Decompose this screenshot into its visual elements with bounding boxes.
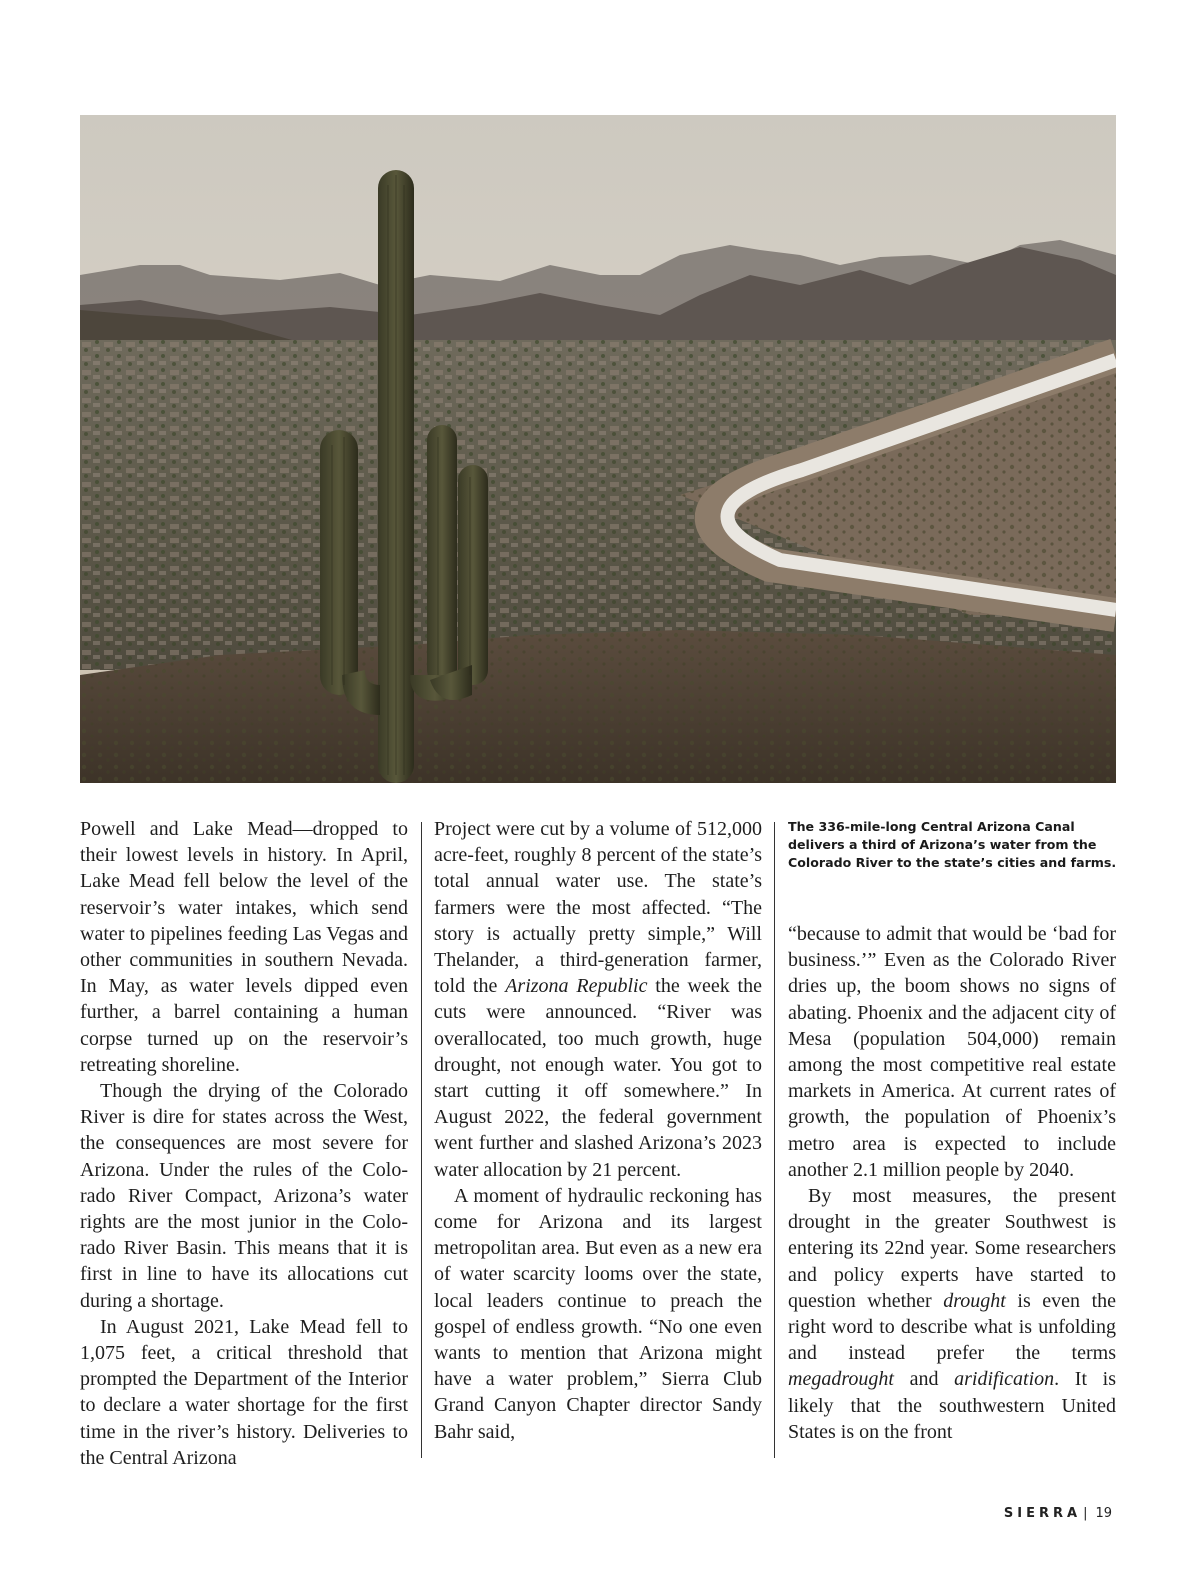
article-column-2: [434, 816, 762, 1445]
column-rule: [421, 822, 422, 1458]
text-run: the week the cuts were announced. “River was overallocated, too much growth, huge drought, not enough water. You got to start cutting it off somewhere.” In August 2022, the federal government went further and slashed Arizona’s 2023 water allocation by 21 percent.: [434, 975, 762, 1181]
folio-separator: |: [1083, 1506, 1088, 1521]
page-folio: [1004, 1506, 1112, 1521]
saguaro-canal-photo: [80, 115, 1116, 783]
emphasis-term: drought: [943, 1289, 1006, 1312]
text-run: Project were cut by a volume of 512,000 acre-feet, roughly 8 percent of the state’s total annual water use. The state’s farmers were the most affected. “The story is actually pretty simple,” Will Thelander, a third-generation farmer, told the: [434, 818, 762, 998]
article-paragraph: Powell and Lake Mead—dropped to their lowest levels in history. In April, Lake Mead fell below the level of the reservoir’s water intakes, which send water to pipelines feeding Las Vegas and other communities in southern Nevada. In May, as water levels dipped even further, a barrel containing a human corpse turned up on the reservoir’s retreating shoreline.: [80, 818, 408, 1076]
column-rule: [774, 822, 775, 1458]
article-column-1: [80, 816, 408, 1471]
magazine-name: SIERRA: [1003, 1506, 1082, 1521]
photo-caption: The 336-mile-long Central Arizona Canal delivers a third of Arizona’s water from the Colorado River to the state’s cities and farms.: [788, 819, 1117, 870]
feature-photo: [80, 115, 1116, 783]
text-run: and: [893, 1368, 955, 1391]
text-run: . It is likely that the southwestern United States is on the front: [788, 1368, 1116, 1443]
emphasis-term: aridification: [954, 1368, 1055, 1391]
article-paragraph: A moment of hydraulic reckoning has come for Arizona and its largest metropolitan area. But even as a new era of water scarcity looms over the state, local leaders continue to preach the gospel of endless growth. “No one even wants to mention that Arizona might have a water problem,” Sierra Club Grand Canyon Chapter director Sandy Bahr said,: [434, 1184, 762, 1443]
page-number: 19: [1095, 1506, 1112, 1521]
article-paragraph: “because to admit that would be ‘bad for business.’” Even as the Colorado River dries up, the boom shows no signs of abating. Phoenix and the adjacent city of Mesa (population 504,000) remain among the most competitive real estate markets in America. At current rates of growth, the population of Phoenix’s metro area is expected to include another 2.1 million people by 2040.: [788, 923, 1116, 1181]
article-paragraph: [434, 816, 762, 1183]
article-paragraph: Though the drying of the Colorado River is dire for states across the West, the consequences are most severe for Arizona. Under the rules of the Colorado River Compact, Arizona’s water rights are the most junior in the Colorado River Basin. This means that it is first in line to have its allocations cut during a shortage.: [80, 1080, 408, 1312]
publication-title: Arizona Republic: [505, 975, 648, 998]
text-run: is even the right word to describe what is unfolding and instead prefer the terms: [788, 1289, 1117, 1365]
article-paragraph: In August 2021, Lake Mead fell to 1,075 feet, a critical threshold that prompted the Department of the Interior to declare a water shortage for the first time in the river’s history. Deliveries to the Central Arizona: [80, 1315, 408, 1469]
emphasis-term: megadrought: [788, 1368, 894, 1391]
article-paragraph: [788, 1183, 1116, 1445]
text-run: By most measures, the present drought in the greater Southwest is entering its 22nd year. Some researchers and policy experts have started to question whether: [788, 1185, 1116, 1312]
article-column-3: [788, 921, 1116, 1445]
